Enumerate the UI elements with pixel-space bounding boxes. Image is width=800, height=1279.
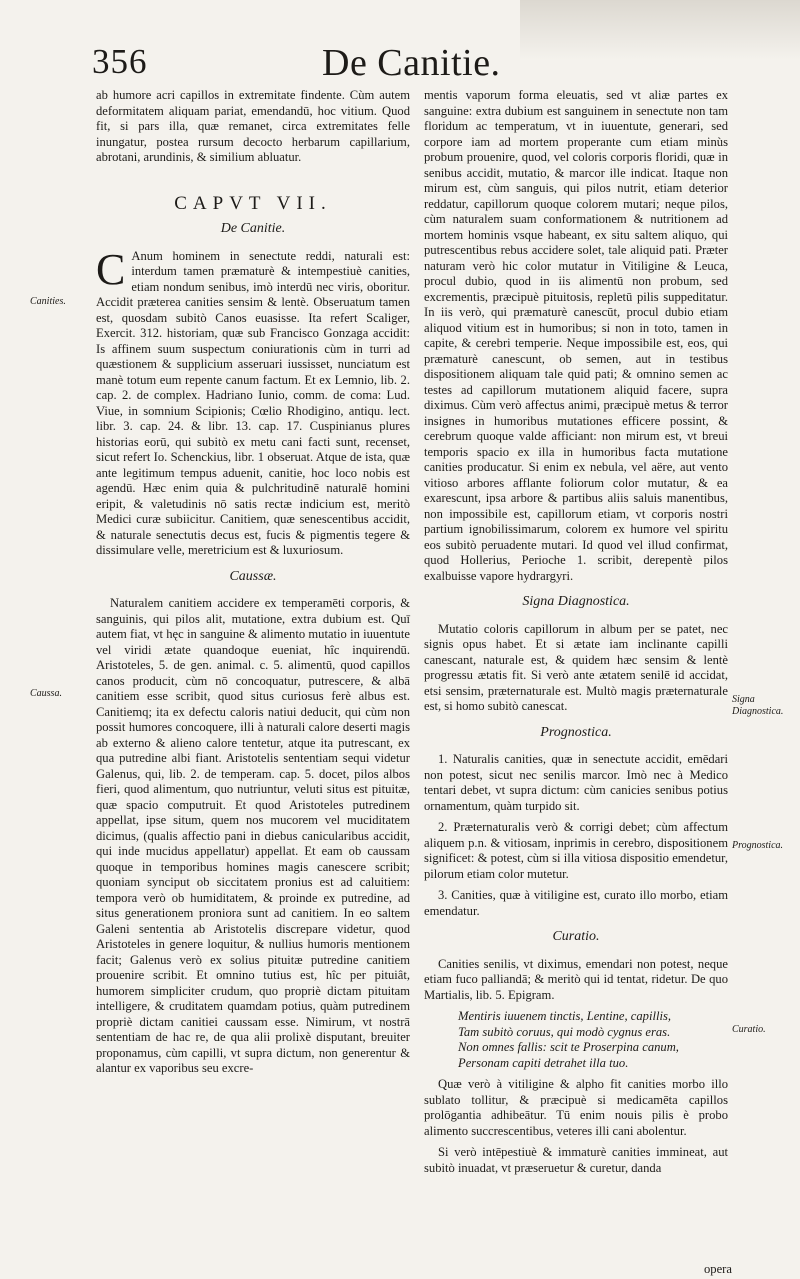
causae-heading: Caussæ.	[229, 568, 277, 584]
chapter-title: CAPVT VII.	[174, 192, 332, 214]
causae-paragraph: Naturalem canitiem accidere ex temperamēti corporis, & sanguinis, qui pilos alit, mutatione, extra dubium est. Quī autem fiat, vt hęc in sanguine & alimento mutatio in iuuentute vel viridi ætate quandoque eueniat, hîc inquirendū. Aristoteles, 5. de gen. animal. c. 5. alimentū, quod capillos canos producit, cùm nō concoquatur, putrescere, & albā canitiem esse scribit, quod situs curiosus ferè albus est. Canitiemq; ita ex defectu caloris natiui deducit, qui cùm non possit humores concoquere, illi à naturali calore deserti magis ab externo & alieno calore tentetur, atque ita putrescant, ex qua putredine albi fiant. Aristotelis sententiam sequi videtur Galenus, qui, lib. 2. de temperam. cap. 5. docet, pilos albos fieri, quod alimentum, quo nutriuntur, veluti situs est pituitæ, quæ spacio computruit. Et quod Aristoteles putredinem appellat, ipse situm, quem nos mucorem vel muciditatem dicimus, (qualis affectio pani in diebus canicularibus accidit, qui inde mucidus appellatur) appellat. Et eam ob caussam quoque in temporibus homines magis canescere scribit; quoniam synciput ob siccitatem pronius est ad caluitiem: tempora verò ob humiditatem, & proinde ex putredine, ad situs generationem proniora sunt ad canitiem. In eo saltem Galeni sententia ab Aristotelis discrepare videtur, quod Aristoteles in genere loquitur, & nullius humoris mentionem facit; Galenus verò ex solius pituitæ putredine canitiem prouenire scribit. Et omnino tutius est, hîc per pituiât, humorem simpliciter crudum, quo propriè dictam pituitam intelligere, & cruditatem quamdam potius, quàm putredinem propriè dictam canitiei caussam esse. Nimirum, vt nostrā sententiam de hac re, de qua alii prolixè disputant, breuiter proponamus, cùm capilli, vt supra dictum, non generentur & alantur ex vaporibus seu excre-	[96, 596, 410, 1075]
margin-note-curatio: Curatio.	[732, 1024, 766, 1035]
chapter-subtitle: De Canitie.	[220, 221, 286, 236]
verse-line: Mentiris iuuenem tinctis, Lentine, capillis,	[458, 1009, 672, 1023]
martial-epigram	[424, 1009, 728, 1071]
signa-paragraph: Mutatio coloris capillorum in album per se patet, nec signis opus habet. Et si ætate iam inclinante capilli canescant, naturale est, & quidem hæc sensim & lentè progressu ætatis fit. Si verò ante ætatem senilē id accidat, etsi sensim, præternaturale est. Multò magis præternaturale est, si homo subitò canescat.	[424, 621, 728, 713]
right-column	[424, 88, 728, 1182]
left-column	[96, 88, 410, 1083]
catchword: opera	[704, 1262, 732, 1276]
prognostica-item-2: 2. Præternaturalis verò & corrigi debet; cùm affectum aliquem p.n. & vitiosam, inprimis in cerebro, dispositionem significet: & potest, cùm si illa vitiosa dispositio emendetur, pilorum etiam color mutetur.	[424, 820, 728, 881]
curatio-heading: Curatio.	[552, 929, 600, 944]
page-number: 356	[92, 42, 148, 81]
prognostica-heading: Prognostica.	[540, 724, 612, 740]
margin-note-canities: Canities.	[30, 296, 66, 307]
verse-line: Non omnes fallis: scit te Proserpina canum,	[458, 1040, 679, 1054]
curatio-paragraph-3: Si verò intēpestiuè & immaturè canities immineat, aut subitò inuadat, vt præseruetur & curetur, danda	[424, 1145, 728, 1175]
carryover-paragraph: ab humore acri capillos in extremitate findente. Cùm autem deformitatem aliquam pariat, emendandū, hoc vitium. Quod fit, si pars illa, quæ remanet, circa extremitates felle inungatur, postea rursum decocto herbarum capillarium, abrotani, arundinis, & similium abluatur.	[96, 88, 410, 164]
margin-note-caussa: Caussa.	[30, 688, 62, 699]
curatio-paragraph-2: Quæ verò à vitiligine & alpho fit canities morbo illo sublato tollitur, & præcipuè si medicamēta capillos prolōgantia adhibeātur. Tū enim nouis pilis è probo alimento succrescentibus, veteres illi cani abolentur.	[424, 1077, 728, 1138]
prognostica-item-1: 1. Naturalis canities, quæ in senectute accidit, emēdari non potest, sicut nec senilis marcor. Imò nec à Medico tentari debet, vt supra dictum: cùm canicies senibus potius ornamentum, quàm turpido sit.	[424, 752, 728, 813]
signa-heading: Signa Diagnostica.	[522, 594, 630, 609]
curatio-paragraph: Canities senilis, vt diximus, emendari non potest, neque etiam fuco palliandā; & meritò qui id tentat, ridetur. De quo Martialis, lib. 5. Epigram.	[424, 956, 728, 1002]
margin-note-signa: Signa Diagnostica.	[732, 694, 784, 717]
prognostica-item-3: 3. Canities, quæ à vitiligine est, curato illo morbo, etiam emendatur.	[424, 888, 728, 918]
dropcap: C	[96, 244, 126, 294]
continuation-paragraph: mentis vaporum forma eleuatis, sed vt aliæ partes ex sanguine: extra dubium est sanguinem in senectute non tam floridum ac temperatum, vt in iuuentute, generari, sed corpore iam ad mortem properante cum etiam minùs probum prouenire, quod, vel coloris corporis floridi, quæ in senibus accidit, mutatio, & marcor ille indicat. Itaque non mirum est, cùm sanguis, qui pilos nutrit, etiam deterior reddatur, capillorum quoque colorem mutari; neque pilos, cùm naturalem suam conformationem & nutritionem ad mortem hominis vsque habeant, ex situ saltem aliquo, qui putrescentibus rebus accidere solet, tale aliquid pati. Præter naturam verò hic color mutatur in Vitiligine & Leuca, procul dubio, quod in iis alimentū non probum, sed excrementis, præcipuè pituitosis, repletū pilis suppeditatur. In iis verò, qui præmaturè canescūt, procul dubio etiam aliquod vitium est in humoribus; si non in toto, tamen in capite, & cerebri temperie. Neque impossibile est, eos, qui præmaturè canescunt, ob semen, aut in testibus dispositionem aliquam tale quid pati; & omnino semen ac testes ad capillorum mutationem aliquid facere, supra diximus. Cùm verò affectus animi, præcipuè metus & terror insignes in humoribus mutationes efficere possint, & cerebrum quoque valde afficiant: non mirum est, vt breui temporis spacio ex illa in humoribus facta mutatione canities producatur. Si enim ex nebula, vel aëre, aut vento vitioso arbores afflante foliorum color mutatur, & ea exarescunt, ipsa arbore & partibus aliis saluis manentibus, non impossibile est, capillorum etiam, vt corporis nostri partium ignobilissimarum, colorem ex humore vel spiritu eos subitò peruadente mutari. Id quod vel illud confirmat, quod Hollerius, Perioche 1. scribit, derepentè pilos exalbuisse vapore hydrargyri.	[424, 88, 728, 583]
margin-note-prognostica: Prognostica.	[732, 840, 784, 851]
verse-line: Personam capiti detrahet illa tuo.	[458, 1055, 629, 1070]
verse-line: Tam subitò coruus, qui modò cygnus eras.	[458, 1024, 671, 1039]
canities-text: Anum hominem in senectute reddi, naturali est: interdum tamen præmaturè & intempestiuè canities, etiam nondum senibus, imò interdū nec viris, oboritur. Accidit præterea canities sensim & lentè. Obseruatum tamen est, quosdam subitò Canos euasisse. Ita refert Scaliger, Exercit. 312. historiam, quæ sub Francisco Gonzaga accidit: Is affinem suum suspectum coniurationis cùm in turri ad quæstionem & supplicium asseruari iussisset, nunciatum est manè totum eum repente canum factum. Et ex Lemnio, lib. 2. cap. 2. de complex. Hadriano Iunio, comm. de coma: Lud. Viue, in somnium Scipionis; Cœlio Rhodigino, antiqu. lect. libr. 3. cap. 24. & libr. 13. cap. 17. Cuspinianus plures historias eorū, qui subitò ex metu cani facti sunt, recenset, sicut refert Io. Schenckius, libr. 1 obseruat. Atque de ista, quæ ante legitimum tempus aduenit, canitie, hoc loco nobis est agendū. Hæc enim quia & pulchritudinē naturalē homini eripit, & valetudinis nō satis rectæ indicium est, meritò Medici curæ subiicitur. Canitiem, quæ senescentibus accidit, & naturale senectutis decus est, fucis & pigmentis tegere & dissimulare velle, meretricium est & luxuriosum.	[96, 248, 410, 557]
canities-paragraph	[96, 244, 410, 559]
running-head: De Canitie.	[322, 42, 501, 84]
facing-page-bleed	[520, 0, 800, 60]
